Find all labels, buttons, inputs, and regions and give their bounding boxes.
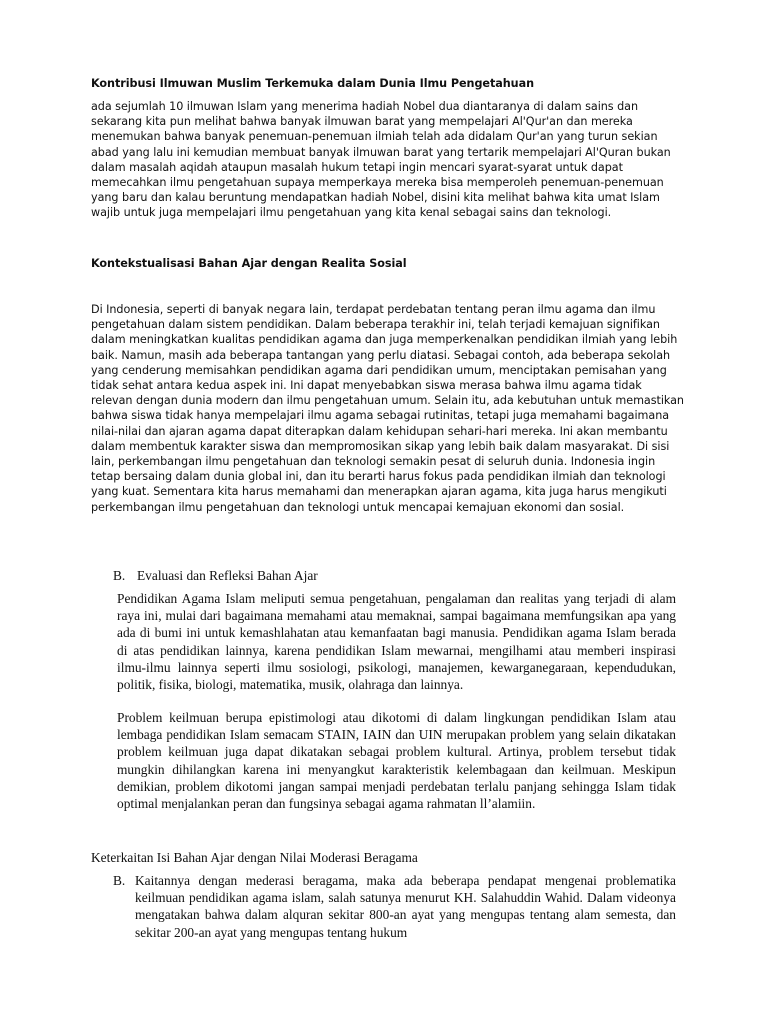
list-label-b-keterkaitan: B.: [113, 873, 126, 888]
paragraph-evaluasi-2: Problem keilmuan berupa epistimologi atau dikotomi di dalam lingkungan pendidikan Islam atau lembaga pendidikan Islam semacam STAIN, IAIN dan UIN merupakan problem yang selain dikatakan problem keilmuan juga dapat dikatakan sebagai problem kultural. Artinya, problem tersebut tidak mungkin dihilangkan karena ini menyangkut karakteristik kelembagaan dan keilmuan. Meskipun demikian, problem dikotomi jangan sampai menjadi perdebatan terlalu panjang sehingga Islam tidak optimal menjalankan peran dan fungsinya sebagai agama rahmatan ll’alamiin.: [117, 710, 676, 812]
paragraph-evaluasi-1: Pendidikan Agama Islam meliputi semua pengetahuan, pengalaman dan realitas yang terjadi di alam raya ini, mulai dari bagaimana memahami atau memaknai, sampai bagaimana memfungsikan apa yang ada di bumi ini untuk kemashlahatan atau kemanfaatan bagi manusia. Pendidikan agama Islam berada di atas pendidikan lainnya, karena pendidikan Islam mewarnai, mengilhami atau memberi inspirasi ilmu-ilmu lainnya seperti ilmu sosiologi, psikologi, manajemen, kewarganegaraan, kependudukan, politik, fisika, biologi, matematika, musik, olahraga dan lainnya.: [117, 591, 676, 693]
section-heading-kontribusi: Kontribusi Ilmuwan Muslim Terkemuka dalam Dunia Ilmu Pengetahuan: [91, 77, 534, 90]
paragraph-kontekstualisasi: Di Indonesia, seperti di banyak negara lain, terdapat perdebatan tentang peran ilmu agama dan ilmu pengetahuan dalam sistem pendidikan. Dalam beberapa terakhir ini, telah terjadi kemajuan signifikan dalam meningkatkan kualitas pendidikan agama dan juga memperkenalkan pendidikan ilmiah yang lebih baik. Namun, masih ada beberapa tantangan yang perlu diatasi. Sebagai contoh, ada beberapa sekolah yang cenderung memisahkan pendidikan agama dari pendidikan umum, menciptakan pemisahan yang tidak sehat antara kedua aspek ini. Ini dapat menyebabkan siswa merasa bahwa ilmu agama tidak relevan dengan dunia modern dan ilmu pengetahuan umum. Selain itu, ada kebutuhan untuk memastikan bahwa siswa tidak hanya mempelajari ilmu agama sebagai rutinitas, tetapi juga memahami bagaimana nilai-nilai dan ajaran agama dapat diterapkan dalam kehidupan sehari-hari mereka. Ini akan membantu dalam membentuk karakter siswa dan mempromosikan sikap yang lebih baik dalam masyarakat. Di sisi lain, perkembangan ilmu pengetahuan dan teknologi semakin pesat di seluruh dunia. Indonesia ingin tetap bersaing dalam dunia global ini, dan itu berarti harus fokus pada pendidikan ilmiah dan teknologi yang kuat. Sementara kita harus memahami dan menerapkan ajaran agama, kita juga harus mengikuti perkembangan ilmu pengetahuan dan teknologi untuk mencapai kemajuan ekonomi dan sosial.: [91, 303, 684, 514]
section-heading-evaluasi: Evaluasi dan Refleksi Bahan Ajar: [137, 568, 318, 583]
section-heading-keterkaitan: Keterkaitan Isi Bahan Ajar dengan Nilai Moderasi Beragama: [91, 850, 418, 865]
paragraph-kontribusi: ada sejumlah 10 ilmuwan Islam yang menerima hadiah Nobel dua diantaranya di dalam sains dan sekarang kita pun melihat bahwa banyak ilmuwan barat yang mempelajari Al'Qur'an dan mereka menemukan bahwa banyak penemuan-penemuan ilmiah telah ada didalam Qur'an yang turun sekian abad yang lalu ini kemudian membuat banyak ilmuwan barat yang tertarik mempelajari Al'Quran bukan dalam masalah aqidah ataupun masalah hukum tetapi ingin mencari syarat-syarat untuk dapat memecahkan ilmu pengetahuan supaya memperkaya mereka bisa memperoleh penemuan-penemuan yang baru dan kalau beruntung mendapatkan hadiah Nobel, disini kita melihat bahwa kita umat Islam wajib untuk juga mempelajari ilmu pengetahuan yang kita kenal sebagai sains dan teknologi.: [91, 100, 671, 220]
section-heading-kontekstualisasi: Kontekstualisasi Bahan Ajar dengan Realita Sosial: [91, 257, 407, 270]
paragraph-keterkaitan: Kaitannya dengan mederasi beragama, maka ada beberapa pendapat mengenai problematika keilmuan pendidikan agama islam, salah satunya menurut KH. Salahuddin Wahid. Dalam videonya mengatakan bahwa dalam alquran sekitar 800-an ayat yang mengupas tentang alam semesta, dan sekitar 200-an ayat yang mengupas tentang hukum: [135, 873, 676, 940]
list-label-b-evaluasi: B.: [113, 568, 126, 583]
